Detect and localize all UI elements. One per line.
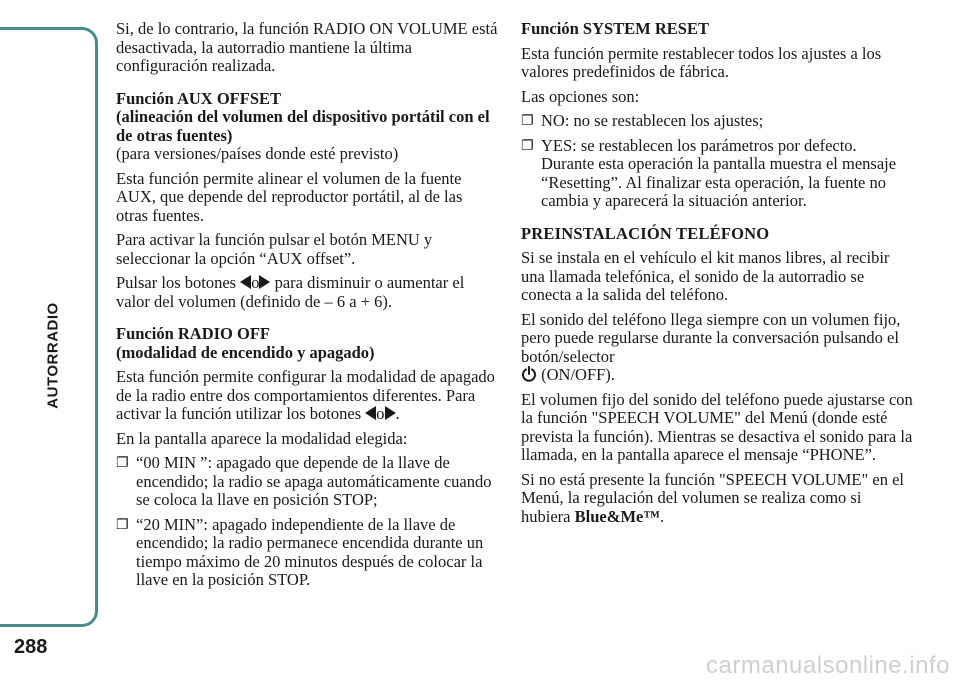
right-column (521, 20, 913, 532)
section-label: AUTORRADIO (44, 301, 62, 409)
paragraph: Para activar la función pulsar el botón MENU y seleccionar la opción “AUX offset”. (116, 230, 433, 268)
triangle-right-icon (385, 406, 396, 420)
paragraph: Esta función permite configurar la modalidad de apagado de la radio entre dos comportamientos diferentes. Para activar la función utilizar los botones o . (116, 367, 495, 423)
section-heading-system-reset: Función SYSTEM RESET (521, 19, 709, 38)
paragraph: Las opciones son: (521, 86, 640, 106)
list-item: ❐ “20 MIN”: apagado independiente de la llave de encendido; la radio permanece encendida durante un tiempo máximo de 20 minutos después de colocar la llave en la posición STOP. (116, 514, 484, 589)
paragraph: Si, de lo contrario, la función RADIO ON VOLUME está desactivada, la autorradio mantiene la última configuración realizada. (116, 19, 498, 75)
list-item: ❐ YES: se restablecen los parámetros por defecto. Durante esta operación la pantalla muestra el mensaje “Resetting”. Al finalizar esta operación, la fuente no cambia y aparecerá la situación anterior. (521, 135, 897, 210)
list-item: ❐ “00 MIN ”: apagado que depende de la llave de encendido; la radio se apaga automáticamente cuando se coloca la llave en posición STOP; (116, 453, 492, 509)
section-heading-radio-off: Función RADIO OFF (modalidad de encendido y apagado) (116, 324, 375, 362)
paragraph: Si se instala en el vehículo el kit manos libres, al recibir una llamada telefónica, el sonido de la autorradio se conecta a la salida del teléfono. (521, 248, 890, 304)
page-number: 288 (14, 636, 48, 658)
paragraph: En la pantalla aparece la modalidad elegida: (116, 428, 408, 448)
section-heading-phone: PREINSTALACIÓN TELÉFONO (521, 223, 770, 243)
triangle-left-icon (240, 275, 251, 289)
triangle-left-icon (365, 406, 376, 420)
checkbox-bullet-icon: ❐ (116, 455, 129, 471)
checkbox-bullet-icon: ❐ (116, 516, 129, 533)
checkbox-bullet-icon: ❐ (521, 113, 534, 129)
list-item: ❐ NO: no se restablecen los ajustes; (521, 111, 764, 130)
paragraph: El sonido del teléfono llega siempre con un volumen fijo, pero puede regularse durante la conversación pulsando el botón/selector (ON/OFF). (521, 309, 901, 384)
paragraph: Esta función permite restablecer todos los ajustes a los valores predefinidos de fábrica. (521, 43, 882, 81)
paragraph: Si no está presente la función "SPEECH VOLUME" en el Menú, la regulación del volumen se realiza como si hubiera Blue&Me™. (521, 469, 904, 526)
power-icon (521, 366, 537, 382)
section-heading-aux: Función AUX OFFSET (alineación del volumen del dispositivo portátil con el de otras fuentes) (para versiones/países donde esté previsto) (116, 88, 490, 163)
paragraph: Esta función permite alinear el volumen de la fuente AUX, que depende del reproductor portátil, al de las otras fuentes. (116, 168, 463, 225)
watermark: carmanualsonline.info (706, 652, 950, 679)
left-column (116, 20, 498, 596)
brand-name: Blue&Me™ (574, 506, 660, 526)
checkbox-bullet-icon: ❐ (521, 137, 534, 154)
paragraph: Pulsar los botones o para disminuir o aumentar el valor del volumen (definido de – 6 a + 6). (116, 273, 465, 311)
paragraph: El volumen fijo del sonido del teléfono puede ajustarse con la función "SPEECH VOLUME" del Menú (donde esté prevista la función). Mientras se desactiva el sonido para la llamada, en la pantalla aparece el mensaje “PHONE”. (521, 389, 913, 464)
triangle-right-icon (259, 275, 270, 289)
